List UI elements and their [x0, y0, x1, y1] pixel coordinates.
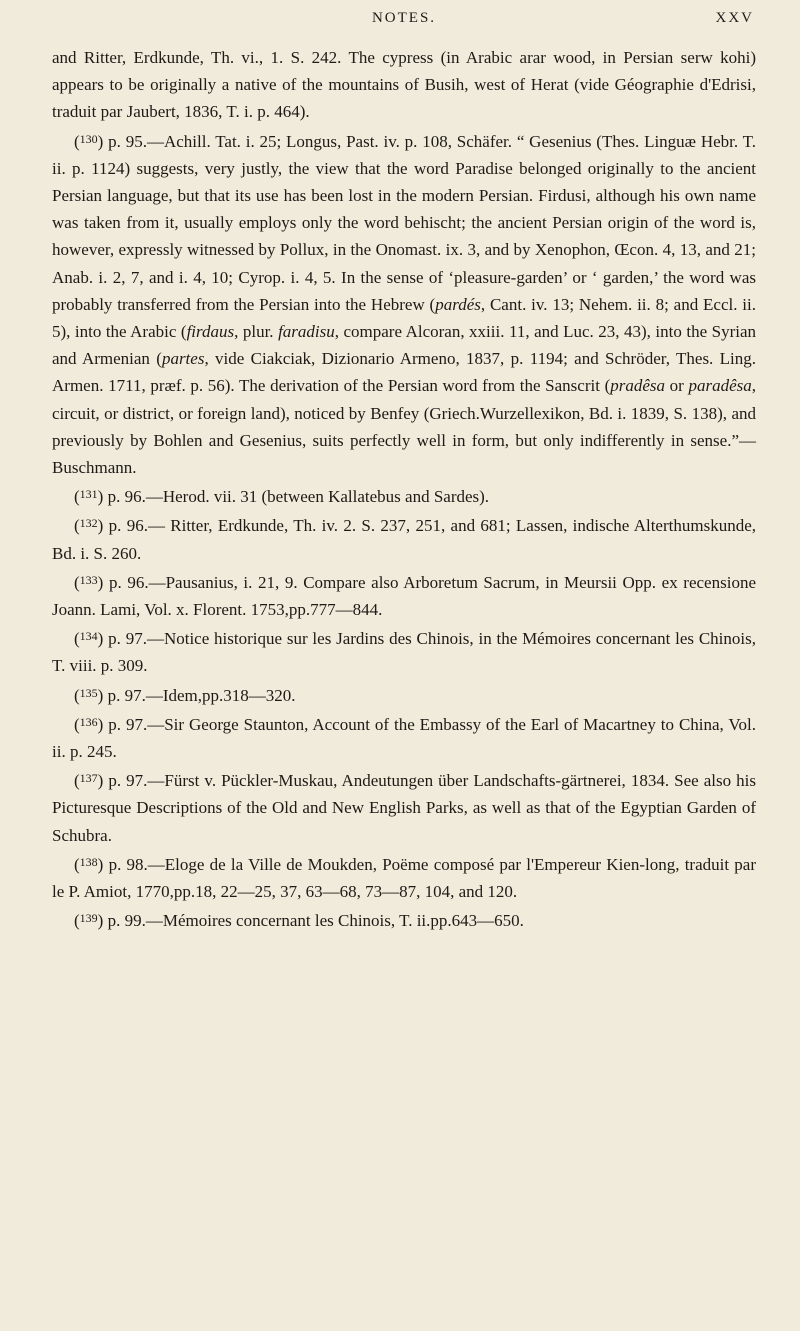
footnote-marker: ($^{131}$): [74, 487, 104, 507]
footnote-text: p. 97.—Idem,pp.318—320.: [103, 685, 296, 705]
footnote-136: [52, 709, 756, 765]
footnote-text: p. 97.—Notice historique sur les Jardins des Chinois, in the Mémoires concernant les Chinois, T. viii. p. 309.: [52, 629, 756, 676]
footnote-text: , plur.: [234, 322, 279, 342]
footnote-text: p. 96.— Ritter, Erdkunde, Th. iv. 2. S. 237, 251, and 681; Lassen, indische Alterthumskunde, Bd. i. S. 260.: [52, 516, 756, 563]
footnote-number: 139: [79, 911, 98, 926]
footnote-text: and Ritter, Erdkunde, Th. vi., 1. S. 242. The cypress (in Arabic arar wood, in Persian serw kohi) appears to be originally a native of the mountains of Busih, west of Herat (vide Géographie d'Edrisi, traduit par Jaubert, 1836, T. i. p. 464).: [52, 48, 756, 122]
footnote-text: p. 96.—Pausanius, i. 21, 9. Compare also Arboretum Sacrum, in Meursii Opp. ex recensione Joann. Lami, Vol. x. Florent. 1753,pp.777—844.: [52, 572, 756, 620]
footnote-text: p. 99.—Mémoires concernant les Chinois, T. ii.pp.643—650.: [103, 911, 524, 931]
footnote-137: [52, 765, 756, 849]
italic-term: partes: [161, 349, 205, 369]
footnote-number: 131: [79, 487, 98, 502]
footnote-text: , Cant. iv. 13; Nehem. ii. 8; and Eccl. ii. 5), into the Arabic (: [52, 294, 757, 342]
italic-term: pardés: [435, 294, 481, 314]
footnote-138: [52, 849, 756, 905]
italic-term: faradisu: [278, 322, 335, 342]
footnote-number: 135: [79, 685, 98, 700]
footnote-number: 136: [79, 714, 98, 729]
footnote-133: [52, 567, 756, 623]
italic-term: paradêsa: [688, 376, 752, 396]
italic-term: pradêsa: [610, 376, 666, 396]
footnote-number: 133: [79, 572, 98, 587]
running-head-title: NOTES.: [371, 10, 437, 26]
footnote-134: [52, 623, 756, 679]
italic-term: firdaus: [186, 322, 235, 342]
footnote-continuation: [52, 44, 756, 126]
footnote-marker: ($^{134}$): [74, 629, 104, 649]
footnote-marker: ($^{138}$): [74, 854, 104, 874]
footnote-text: or: [665, 376, 689, 396]
footnote-text: p. 97.—Fürst v. Pückler-Muskau, Andeutungen über Landschafts-gärtnerei, 1834. See also his Picturesque Descriptions of the Old and New English Parks, as well as that of the Egyptian Garden of Schubra.: [52, 771, 756, 845]
page-number: XXV: [715, 10, 754, 26]
footnote-marker: ($^{136}$): [74, 714, 104, 734]
footnote-text: p. 96.—Herod. vii. 31 (between Kallatebus and Sardes).: [103, 487, 490, 507]
footnote-132: [52, 510, 756, 566]
running-head: [52, 10, 756, 44]
footnote-number: 134: [79, 629, 98, 644]
footnote-text: p. 98.—Eloge de la Ville de Moukden, Poëme composé par l'Empereur Kien-long, traduit par le P. Amiot, 1770,pp.18, 22—25, 37, 63—68, 73—87, 104, and 120.: [52, 854, 756, 902]
footnote-number: 137: [79, 771, 98, 786]
footnote-139: [52, 905, 756, 934]
footnote-text: , compare Alcoran, xxiii. 11, and Luc. 23, 43), into the Syrian and Armenian (: [52, 322, 757, 369]
footnote-135: [52, 680, 756, 709]
footnote-marker: ($^{137}$): [74, 771, 104, 791]
footnote-marker: ($^{130}$): [74, 131, 104, 151]
footnote-marker: ($^{139}$): [74, 911, 104, 931]
footnote-number: 132: [79, 516, 98, 531]
footnote-text: p. 95.—Achill. Tat. i. 25; Longus, Past. iv. p. 108, Schäfer. “ Gesenius (Thes. Linguæ Hebr. T. ii. p. 1124) suggests, very justly, the view that the word Paradise belonged originally to the ancient Persian language, but that its use has been lost in the modern Persian. Firdusi, although his own name was taken from it, usually employs only the word behischt; the ancient Persian origin of the word is, however, expressly witnessed by Pollux, in the Onomast. ix. 3, and by Xenophon, Œcon. 4, 13, and 21; Anab. i. 2, 7, and i. 4, 10; Cyrop. i. 4, 5. In the sense of ‘pleasure-garden’ or ‘ garden,’ the word was probably transferred from the Persian into the Hebrew (: [52, 131, 756, 314]
footnote-marker: ($^{135}$): [74, 685, 104, 705]
footnote-text: p. 97.—Sir George Staunton, Account of the Embassy of the Earl of Macartney to China, Vol. ii. p. 245.: [52, 714, 756, 762]
footnote-131: [52, 481, 756, 510]
footnote-130: [52, 126, 756, 482]
footnote-marker: ($^{133}$): [74, 572, 104, 592]
footnote-text: , circuit, or district, or foreign land), noticed by Benfey (Griech.Wurzellexikon, Bd. i. 1839, S. 138), and previously by Bohlen and Gesenius, suits perfectly well in form, but only indifferently in sense.”—Buschmann.: [52, 376, 756, 478]
footnote-marker: ($^{132}$): [74, 516, 104, 536]
footnote-text: , vide Ciakciak, Dizionario Armeno, 1837, p. 1194; and Schröder, Thes. Ling. Armen. 1711, præf. p. 56). The derivation of the Persian word from the Sanscrit (: [52, 349, 757, 396]
footnote-number: 138: [79, 854, 98, 869]
notes-body: [52, 44, 756, 935]
footnote-number: 130: [79, 131, 98, 146]
